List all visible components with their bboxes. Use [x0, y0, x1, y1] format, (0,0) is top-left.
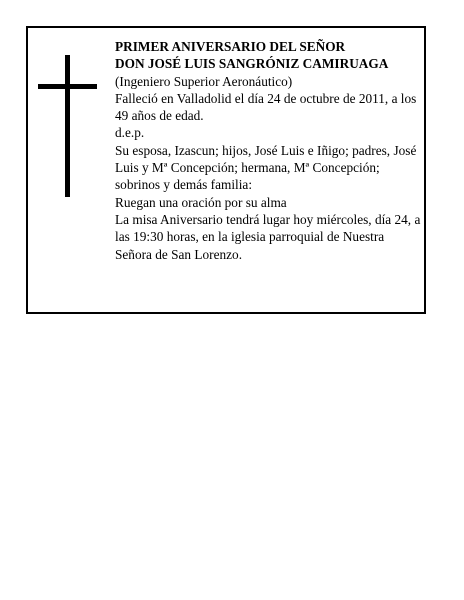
- cross-vertical-bar: [65, 55, 70, 197]
- notice-heading-line1: PRIMER ANIVERSARIO DEL SEÑOR: [115, 39, 346, 54]
- notice-rip: d.e.p.: [115, 125, 145, 141]
- notice-profession: (Ingeniero Superior Aeronáutico): [115, 73, 293, 89]
- cross-horizontal-bar: [38, 84, 97, 89]
- notice-heading-line2: DON JOSÉ LUIS SANGRÓNIZ CAMIRUAGA: [115, 56, 389, 72]
- notice-mass-info: La misa Aniversario tendrá lugar hoy miércoles, día 24, a las 19:30 horas, en la iglesia parroquial de Nuestra Señora de San Lorenzo.: [115, 211, 421, 262]
- notice-prayer-request: Ruegan una oración por su alma: [115, 194, 287, 210]
- notice-death-info: Falleció en Valladolid el día 24 de octubre de 2011, a los 49 años de edad.: [115, 90, 417, 124]
- notice-family: Su esposa, Izascun; hijos, José Luis e Iñigo; padres, José Luis y Mª Concepción; hermana, Mª Concepción; sobrinos y demás familia:: [115, 142, 417, 193]
- obituary-text-block: [115, 38, 421, 263]
